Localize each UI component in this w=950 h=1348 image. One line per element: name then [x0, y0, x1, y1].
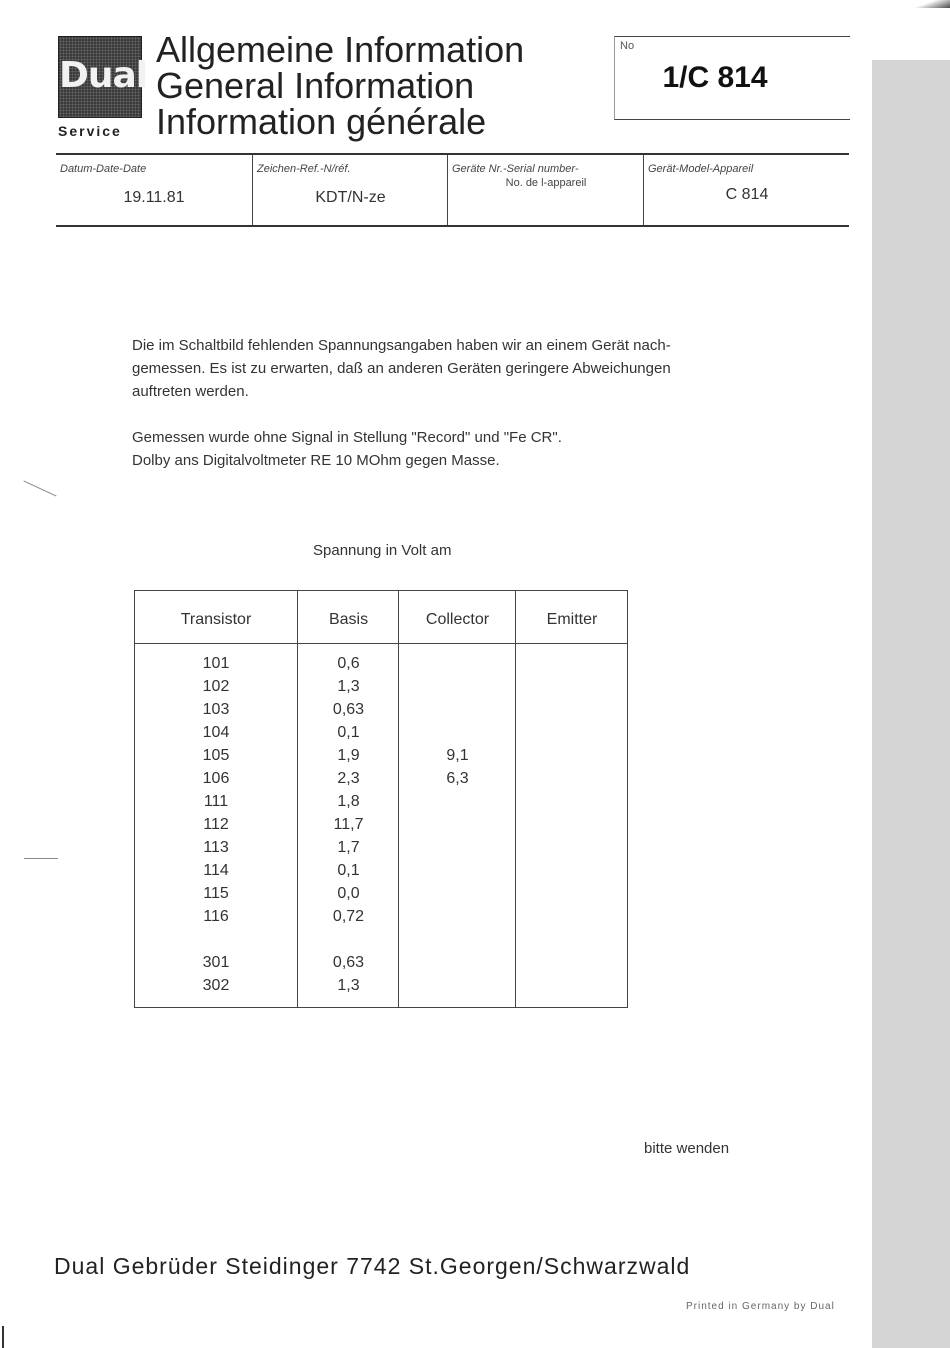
paragraph-line: Gemessen wurde ohne Signal in Stellung "Record" und "Fe CR". [132, 429, 562, 446]
title-french: Information générale [156, 101, 487, 142]
basis-cell: 1,7 [337, 839, 360, 856]
basis-column [297, 591, 399, 1007]
basis-cell: 2,3 [337, 770, 360, 787]
basis-cell: 1,3 [337, 678, 360, 695]
basis-cell: 0,63 [332, 954, 365, 971]
transistor-cell: 111 [203, 793, 229, 810]
transistor-cell: 101 [202, 655, 230, 672]
dual-logo [58, 36, 148, 118]
paragraph-line: auftreten werden. [132, 383, 249, 400]
collector-column [398, 591, 516, 1007]
transistor-cell: 104 [202, 724, 230, 741]
document-titles [156, 29, 525, 142]
transistor-cell: 114 [203, 862, 229, 879]
info-table [56, 153, 849, 227]
paragraph-line: Die im Schaltbild fehlenden Spannungsangaben haben wir an einem Gerät nach- [132, 337, 671, 354]
paragraph-1 [132, 334, 671, 403]
header-collector: Collector [425, 611, 490, 628]
table-caption: Spannung in Volt am [313, 542, 452, 559]
transistor-column [135, 591, 297, 1007]
printed-note: Printed in Germany by Dual [686, 1301, 835, 1312]
document-number-box [614, 36, 850, 120]
collector-cell: 9,1 [446, 747, 469, 764]
basis-cell: 0,0 [337, 885, 360, 902]
date-value: 19.11.81 [123, 189, 185, 206]
scan-corner-smudge [910, 0, 950, 8]
date-label: Datum-Date-Date [60, 163, 147, 175]
basis-cell: 11,7 [333, 816, 364, 833]
basis-cell: 0,6 [337, 655, 360, 672]
serial-label: Geräte Nr.-Serial number- [452, 163, 579, 175]
collector-cell: 6,3 [446, 770, 469, 787]
model-label: Gerät-Model-Appareil [648, 163, 754, 175]
transistor-cell: 113 [203, 839, 229, 856]
voltage-table [134, 590, 628, 1008]
transistor-cell: 102 [202, 678, 230, 695]
title-german: Allgemeine Information [156, 29, 525, 70]
header-emitter: Emitter [546, 611, 598, 628]
transistor-cell: 106 [202, 770, 230, 787]
title-english: General Information [156, 65, 475, 106]
basis-cell: 0,72 [332, 908, 365, 925]
scan-mark [24, 858, 58, 859]
header-transistor: Transistor [180, 611, 252, 628]
transistor-cell: 116 [203, 908, 229, 925]
ref-label: Zeichen-Ref.-N/réf. [257, 163, 351, 175]
scan-mark [2, 1326, 4, 1348]
basis-cell: 0,1 [337, 724, 360, 741]
basis-cell: 1,8 [337, 793, 360, 810]
date-cell [56, 155, 252, 225]
transistor-cell: 301 [202, 954, 230, 971]
scan-edge-strip [872, 60, 950, 1348]
emitter-column [515, 591, 628, 1007]
header-basis: Basis [328, 611, 369, 628]
serial-cell [447, 155, 644, 225]
company-footer: Dual Gebrüder Steidinger 7742 St.Georgen/Schwarzwald [54, 1253, 691, 1279]
number-label: No [620, 40, 635, 52]
transistor-cell: 103 [202, 701, 230, 718]
basis-cell: 0,1 [337, 862, 360, 879]
transistor-cell: 115 [203, 885, 229, 902]
paragraph-2 [132, 426, 562, 472]
basis-cell: 1,3 [337, 977, 360, 994]
transistor-cell: 302 [202, 977, 230, 994]
paragraph-line: gemessen. Es ist zu erwarten, daß an anderen Geräten geringere Abweichungen [132, 360, 671, 377]
paragraph-line: Dolby ans Digitalvoltmeter RE 10 MOhm gegen Masse. [132, 452, 500, 469]
transistor-cell: 105 [202, 747, 230, 764]
model-value: C 814 [725, 186, 769, 203]
document-number: 1/C 814 [662, 61, 768, 94]
please-turn-note: bitte wenden [644, 1140, 730, 1157]
service-label: Service [58, 123, 122, 139]
transistor-cell: 112 [203, 816, 229, 833]
basis-cell: 0,63 [332, 701, 365, 718]
model-cell [643, 155, 850, 225]
scan-mark [23, 480, 56, 496]
serial-label-secondary: No. de l-appareil [505, 177, 587, 189]
ref-cell [252, 155, 448, 225]
logo-text: Dual [59, 55, 148, 96]
ref-value: KDT/N-ze [315, 189, 386, 206]
basis-cell: 1,9 [337, 747, 360, 764]
